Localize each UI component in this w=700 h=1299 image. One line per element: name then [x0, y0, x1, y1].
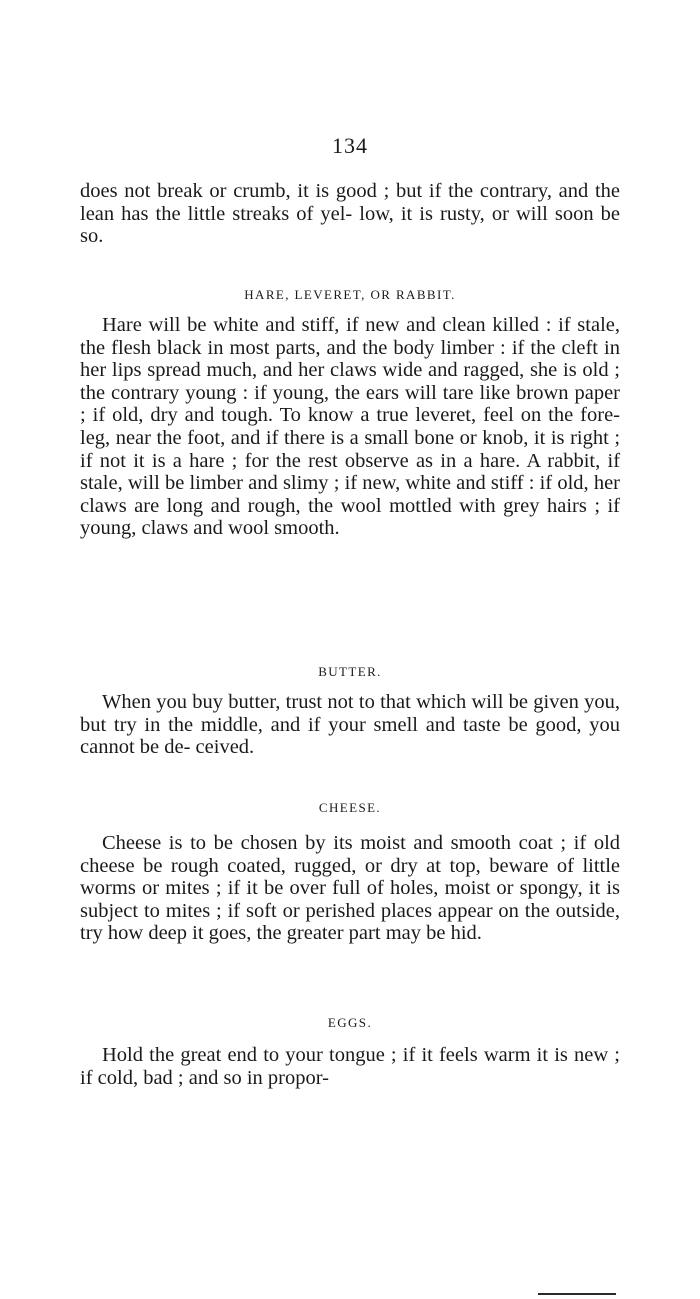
text-line: foot, and if there is a small bone or knob, it is [187, 426, 565, 449]
text-line: the outside, try how deep it goes, the greater part [80, 899, 621, 945]
text-line: hairs ; if young, claws and wool smooth. [80, 494, 621, 540]
text-line: low, it is rusty, or will soon be so. [80, 202, 621, 248]
text-line: like brown paper ; if old, dry and tough. To [80, 381, 620, 427]
page-number: 134 [332, 133, 368, 158]
hare-paragraph [80, 314, 620, 540]
text-line: When you buy butter, trust not to that which [102, 691, 467, 713]
text-line: does not break or crumb, it is good ; but if the [80, 180, 474, 202]
text-line: are long and rough, the wool mottled with grey [134, 494, 540, 517]
butter-paragraph [80, 691, 620, 759]
section-heading-hare: HARE, LEVERET, OR RABBIT. [244, 287, 456, 302]
text-line: slimy ; if new, white and stiff : if old, her claws [80, 472, 620, 517]
text-line: to mites ; if soft or perished places appear on [143, 899, 519, 922]
text-line: Hare will be white and stiff, if new and clean [102, 314, 486, 336]
text-line: ceived. [195, 736, 255, 759]
section-body-butter [80, 691, 620, 759]
text-line: right ; if not it is a hare ; for the rest observe as [80, 426, 621, 472]
text-line: the contrary young : if young, the ears will tare [80, 381, 474, 404]
section-body-cheese [80, 832, 620, 945]
text-line: coat ; if old cheese be rough coated, rugged, or [80, 832, 621, 877]
text-line: killed : if stale, the flesh black in most parts, and [80, 314, 620, 359]
text-line: may be hid. [385, 922, 482, 945]
cheese-paragraph [80, 832, 620, 945]
text-line: Cheese is to be chosen by its moist and smooth [102, 832, 511, 854]
text-line: warm it is new ; if cold, bad ; and so in propor- [80, 1044, 621, 1089]
intro-paragraph [80, 180, 620, 248]
text-line: your smell and taste be good, you cannot be de- [80, 713, 620, 759]
bottom-rule [538, 1293, 616, 1295]
section-heading-cheese: CHEESE. [318, 800, 382, 815]
text-line: the body limber : if the cleft in her lips spread [80, 336, 620, 382]
section-heading-butter: BUTTER. [318, 664, 382, 679]
text-line: contrary, and the lean has the little streaks of yel- [80, 180, 621, 225]
eggs-paragraph [80, 1044, 620, 1089]
text-line: know a true leveret, feel on the fore-leg, near the [80, 404, 620, 449]
text-line: Hold the great end to your tongue ; if it feels [102, 1044, 478, 1066]
text-line: will be given you, but try in the middle, and if [80, 691, 620, 736]
text-line: in a hare. A rabbit, if stale, will be limber and [80, 449, 621, 495]
text-line: be over full of holes, moist or spongy, it is subject [80, 877, 621, 922]
text-line: dry at top, beware of little worms or mites ; if it [80, 854, 621, 900]
section-body-eggs [80, 1044, 620, 1089]
intro-text [80, 180, 620, 248]
section-body-hare [80, 314, 620, 540]
text-line: much, and her claws wide and ragged, she is old ; [206, 359, 620, 382]
section-heading-eggs: EGGS. [327, 1015, 373, 1030]
